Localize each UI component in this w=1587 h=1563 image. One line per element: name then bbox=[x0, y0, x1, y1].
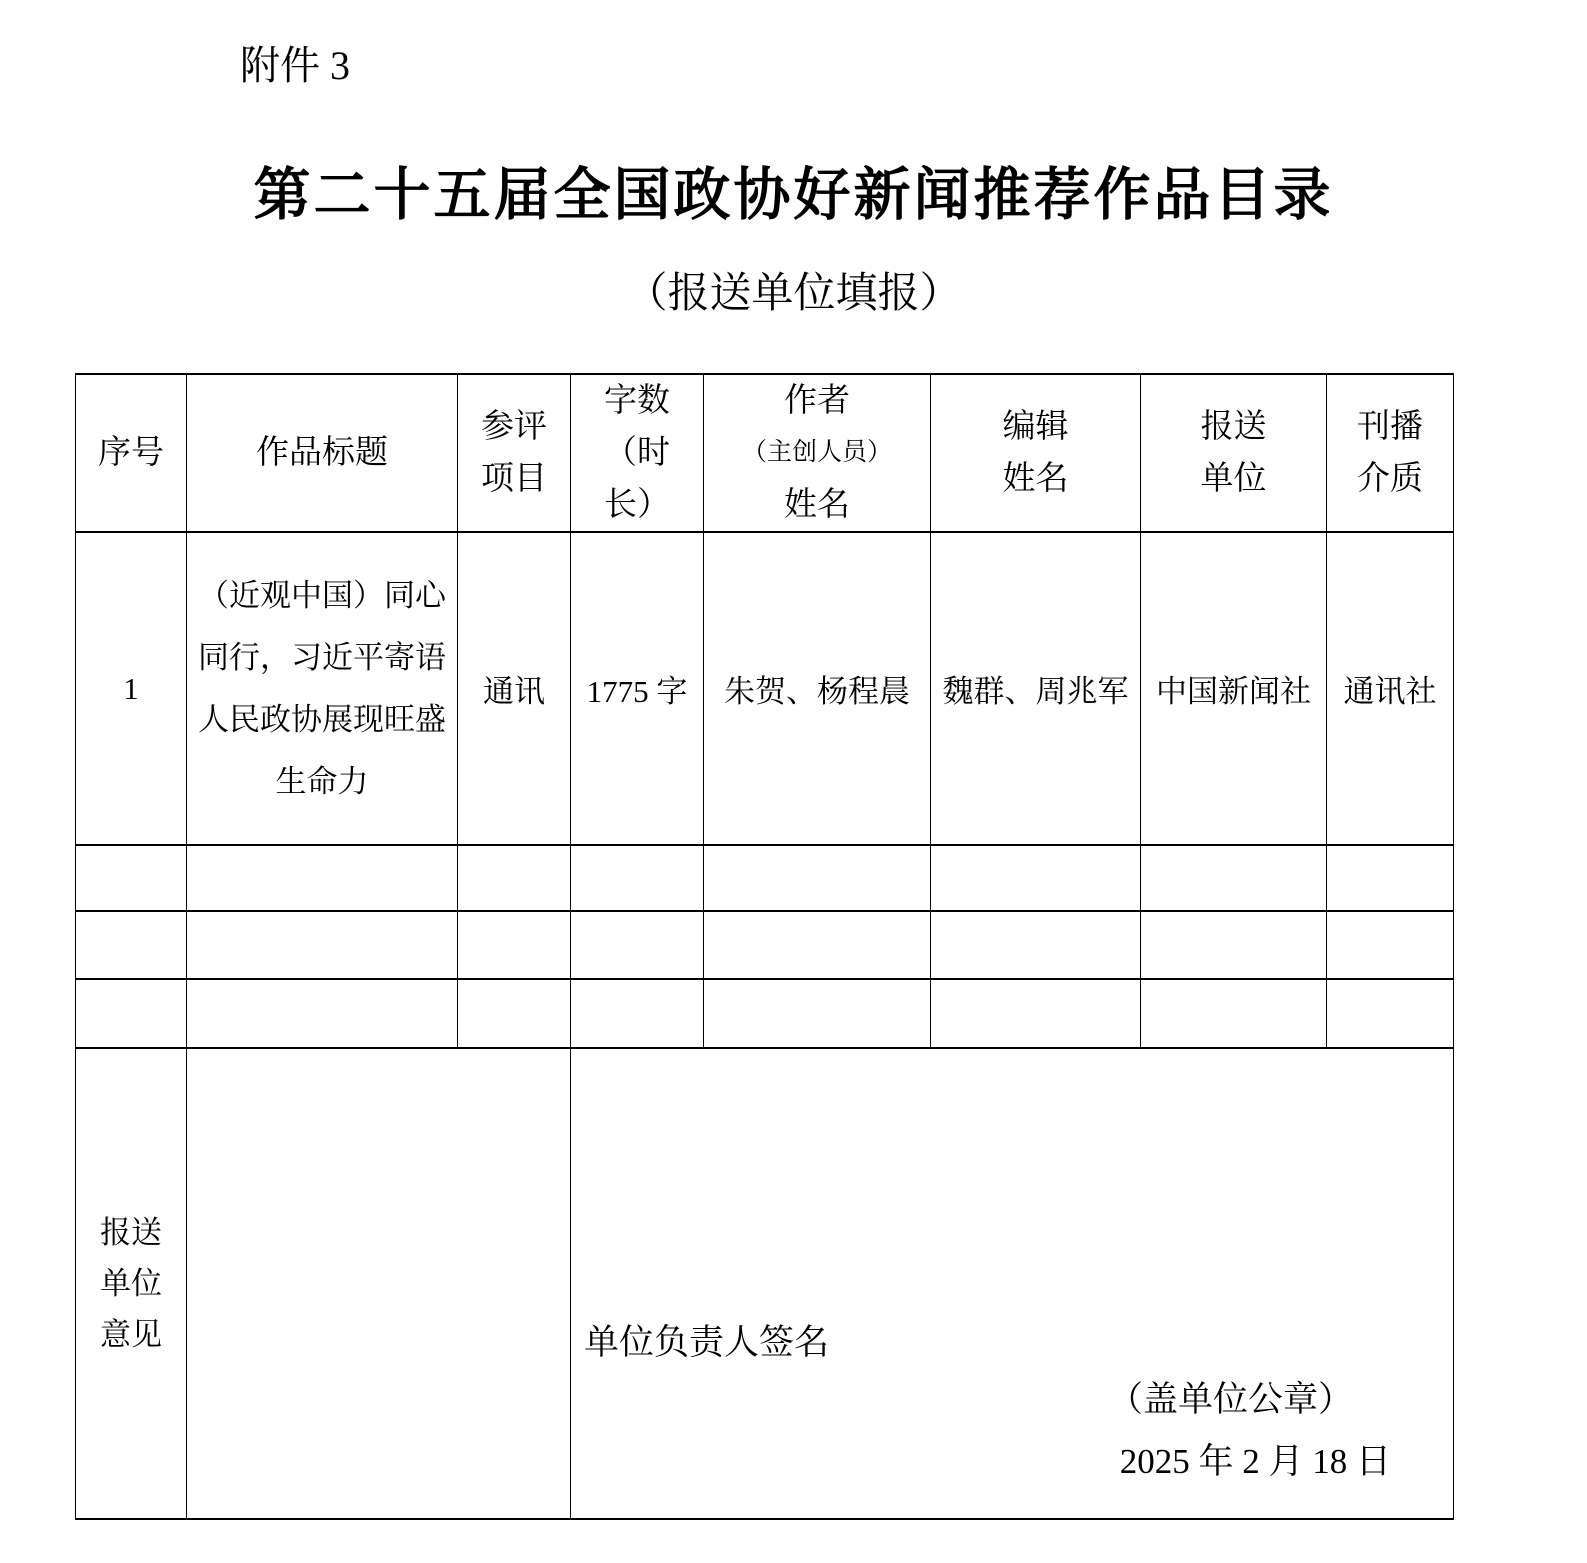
date-text: 2025 年 2 月 18 日 bbox=[1119, 1442, 1391, 1481]
opinion-label-cell bbox=[76, 1048, 187, 1519]
empty-table-row bbox=[76, 911, 1454, 979]
empty-cell bbox=[571, 911, 704, 979]
empty-cell bbox=[1327, 845, 1454, 911]
header-word-count bbox=[571, 374, 704, 532]
header-entry-category bbox=[458, 374, 571, 532]
header-line: （时 bbox=[604, 435, 670, 471]
empty-cell bbox=[1141, 979, 1327, 1048]
header-line: 姓名 bbox=[1002, 461, 1069, 497]
cell-work-title: （近观中国）同心同行，习近平寄语人民政协展现旺盛生命力 bbox=[187, 532, 458, 845]
opinion-blank-cell bbox=[187, 1048, 571, 1519]
empty-cell bbox=[704, 845, 931, 911]
empty-cell bbox=[704, 979, 931, 1048]
works-table bbox=[75, 373, 1454, 1520]
cell-submitting-unit: 中国新闻社 bbox=[1141, 532, 1327, 845]
empty-cell bbox=[76, 845, 187, 911]
empty-cell bbox=[571, 845, 704, 911]
empty-cell bbox=[458, 911, 571, 979]
empty-cell bbox=[931, 979, 1141, 1048]
cell-authors: 朱贺、杨程晨 bbox=[704, 532, 931, 845]
cell-entry-category: 通讯 bbox=[458, 532, 571, 845]
empty-cell bbox=[187, 845, 458, 911]
header-line: 参评 bbox=[481, 409, 547, 445]
empty-cell bbox=[1327, 979, 1454, 1048]
header-line: （主创人员） bbox=[741, 439, 892, 466]
empty-table-row bbox=[76, 979, 1454, 1048]
opinion-label-line: 报送 bbox=[100, 1215, 162, 1250]
header-line: 介质 bbox=[1357, 461, 1423, 497]
empty-cell bbox=[187, 979, 458, 1048]
header-line: 字数 bbox=[604, 383, 670, 419]
empty-cell bbox=[704, 911, 931, 979]
header-line: 项目 bbox=[481, 461, 547, 497]
table-row bbox=[76, 532, 1454, 845]
header-line: 作品标题 bbox=[256, 435, 388, 471]
seal-note: （盖单位公章） bbox=[1107, 1380, 1353, 1419]
page-title: 第二十五届全国政协好新闻推荐作品目录 bbox=[253, 164, 1334, 227]
cell-editors: 魏群、周兆军 bbox=[931, 532, 1141, 845]
empty-cell bbox=[1327, 911, 1454, 979]
empty-cell bbox=[458, 979, 571, 1048]
header-serial bbox=[76, 374, 187, 532]
header-line: 刊播 bbox=[1357, 409, 1423, 445]
header-line: 姓名 bbox=[784, 487, 850, 523]
header-line: 单位 bbox=[1200, 461, 1267, 497]
header-editor bbox=[931, 374, 1141, 532]
footer-row bbox=[76, 1048, 1454, 1519]
signature-cell bbox=[571, 1048, 1454, 1519]
empty-cell bbox=[931, 845, 1141, 911]
cell-serial: 1 bbox=[76, 532, 187, 845]
attachment-label: 附件 3 bbox=[240, 43, 350, 88]
header-line: 长） bbox=[604, 487, 670, 523]
empty-cell bbox=[76, 979, 187, 1048]
opinion-label-line: 意见 bbox=[100, 1317, 162, 1352]
table-header-row bbox=[76, 374, 1454, 532]
empty-cell bbox=[1141, 911, 1327, 979]
header-author bbox=[704, 374, 931, 532]
empty-table-row bbox=[76, 845, 1454, 911]
header-line: 报送 bbox=[1200, 409, 1267, 445]
page-subtitle: （报送单位填报） bbox=[625, 271, 962, 317]
empty-cell bbox=[187, 911, 458, 979]
empty-cell bbox=[458, 845, 571, 911]
empty-cell bbox=[931, 911, 1141, 979]
header-medium bbox=[1327, 374, 1454, 532]
header-line: 作者 bbox=[784, 383, 850, 419]
header-line: 序号 bbox=[98, 435, 164, 471]
empty-cell bbox=[571, 979, 704, 1048]
header-line: 编辑 bbox=[1002, 409, 1069, 445]
header-work-title bbox=[187, 374, 458, 532]
header-submitting-unit bbox=[1141, 374, 1327, 532]
empty-cell bbox=[76, 911, 187, 979]
opinion-label-line: 单位 bbox=[100, 1266, 162, 1301]
cell-medium: 通讯社 bbox=[1327, 532, 1454, 845]
cell-word-count: 1775 字 bbox=[571, 532, 704, 845]
signature-label: 单位负责人签名 bbox=[584, 1323, 830, 1362]
empty-cell bbox=[1141, 845, 1327, 911]
